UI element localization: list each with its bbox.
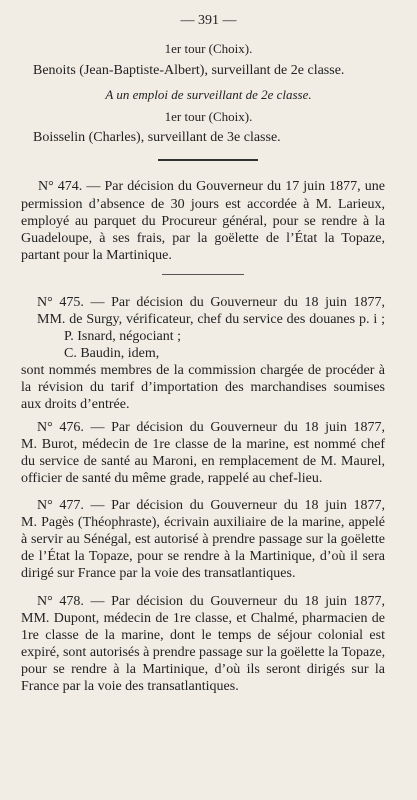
- text-line: P. Isnard, négociant ;: [64, 329, 182, 344]
- text-line: MM. Dupont, médecin de 1re classe, et Chalmé, pharmacien de: [21, 611, 385, 626]
- text-line: partant pour la Martinique.: [21, 248, 172, 263]
- text-line: M. Burot, médecin de 1re classe de la marine, est nommé chef: [21, 437, 385, 452]
- text-line: aux droits d’entrée.: [21, 397, 130, 412]
- text-line: dirigé sur France par la voie des transatlantiques.: [21, 566, 296, 581]
- text-line: à servir au Sénégal, est autorisé à prendre passage sur la goëlette: [21, 532, 385, 547]
- choice2-label: 1er tour (Choix).: [164, 109, 253, 124]
- text-line: de l’État la Topaze, pour se rendre à la Martinique, d’où il sera: [21, 549, 385, 564]
- text-line: N° 476. — Par décision du Gouverneur du 18 juin 1877,: [37, 420, 385, 435]
- text-line: expiré, sont autorisés à prendre passage sur la goëlette la Topaze,: [21, 645, 386, 660]
- text-line: du service de santé au Maroni, en remplacement de M. Maurel,: [21, 454, 385, 469]
- text-line: Guadeloupe, à ses frais, par la goëlette de l’État la Topaze,: [21, 231, 385, 246]
- text-line: 1re classe de la marine, dont le temps de séjour colonial est: [21, 628, 385, 643]
- text-line: la révision du tarif d’importation des marchandises soumises: [21, 380, 385, 395]
- text-line: sont nommés membres de la commission chargée de procéder à: [21, 363, 385, 378]
- text-line: permission d’absence de 30 jours est accordée à M. Larieux,: [21, 197, 385, 212]
- section-divider: [162, 274, 244, 275]
- choice1-name: Benoits (Jean-Baptiste-Albert), surveillant de 2e classe.: [33, 63, 345, 78]
- section-divider: [158, 159, 258, 161]
- text-line: N° 478. — Par décision du Gouverneur du 18 juin 1877,: [37, 594, 385, 609]
- text-line: N° 474. — Par décision du Gouverneur du 17 juin 1877, une: [38, 179, 385, 194]
- text-line: MM. de Surgy, vérificateur, chef du service des douanes p. i ;: [37, 312, 385, 327]
- text-line: employé au parquet du Procureur général, pour se rendre à la: [21, 214, 385, 229]
- text-line: N° 475. — Par décision du Gouverneur du 18 juin 1877,: [37, 295, 385, 310]
- text-line: M. Pagès (Théophraste), écrivain auxiliaire de la marine, appelé: [21, 515, 385, 530]
- text-line: N° 477. — Par décision du Gouverneur du 18 juin 1877,: [37, 498, 385, 513]
- page-number: — 391 —: [180, 13, 237, 28]
- choice1-label: 1er tour (Choix).: [164, 41, 253, 56]
- text-line: C. Baudin, idem,: [64, 346, 160, 361]
- choice2-name: Boisselin (Charles), surveillant de 3e classe.: [33, 130, 281, 145]
- text-line: France par la voie des transatlantiques.: [21, 679, 239, 694]
- text-line: officier de santé du même grade, rappelé au chef-lieu.: [21, 471, 323, 486]
- subhead: A un emploi de surveillant de 2e classe.: [105, 87, 312, 102]
- text-line: pour se rendre à la Martinique, d’où ils seront dirigés sur la: [21, 662, 385, 677]
